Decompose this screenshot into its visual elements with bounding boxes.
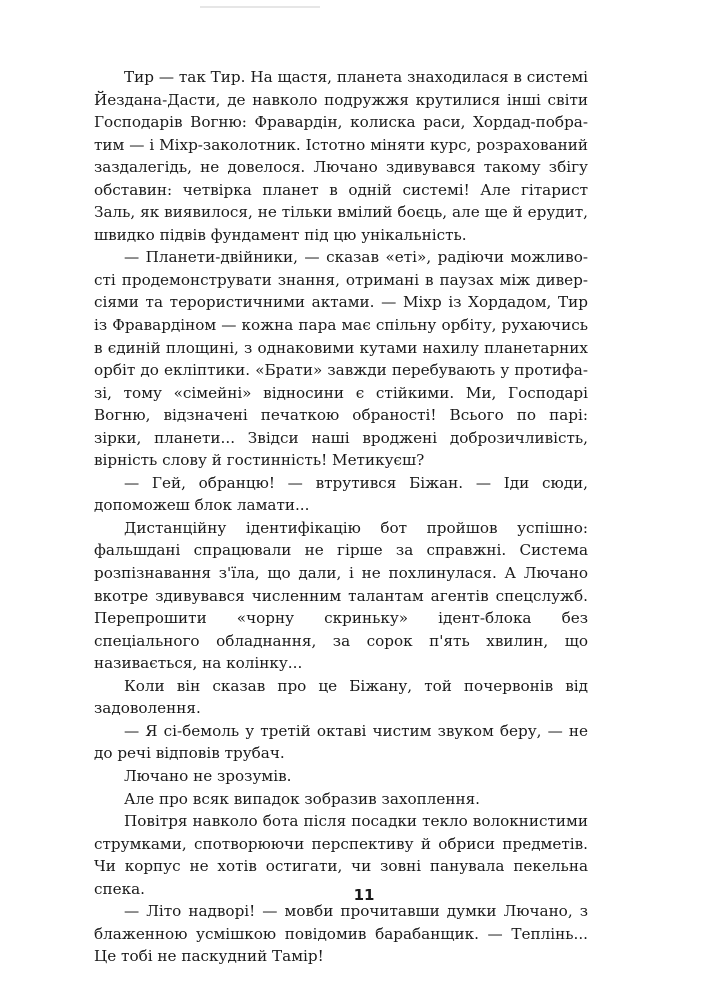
scan-artifact bbox=[200, 6, 320, 8]
paragraph: — Гей, обранцю! — втрутився Біжан. — Іди сюди, допоможеш блок ламати... bbox=[94, 473, 588, 515]
paragraph: Повітря навколо бота після посадки текло волокнистими струмками, спотворюючи перспективу й обриси предметів. Чи корпус не хотів остигати, чи зовні панувала пекельна спека. bbox=[94, 812, 588, 898]
paragraph: Тир — так Тир. На щастя, планета знаходилася в системі Йездана-Дасти, де навколо подружжя крутилися інші світи Господарів Вогню: Фравардін, колиска раси, Хордад-побратим — і Міхр-заколотник. Істотно міняти курс, розрахований заздалегідь, не довелося. Лючано здивувався такому збігу обставин: четвірка планет в одній системі! Але гітарист Заль, як виявилося, не тільки вмілий боєць, але ще й ерудит, швидко підвів фундамент під цю унікальність. bbox=[94, 68, 588, 244]
paragraph: Дистанційну ідентифікацію бот пройшов успішно: фальшдані спрацювали не гірше за справжні. Система розпізнавання з'їла, що дали, і не похлинулася. А Лючано вкотре здивувався численним талантам агентів спецслужб. Перепрошити «чорну скриньку» ідент-блока без спеціального обладнання, за сорок п'ять хвилин, що називається, на колінку... bbox=[94, 518, 588, 673]
page-number: 11 bbox=[353, 886, 375, 904]
body-text bbox=[94, 66, 588, 968]
paragraph: — Планети-двійники, — сказав «еті», радіючи можливості продемонструвати знання, отримані в паузах між диверсіями та терористичними актами. — Міхр із Хордадом, Тир із Фравардіном — кожна пара має спільну орбіту, рухаючись в єдиній площині, з однаковими кутами нахилу планетарних орбіт до екліптики. «Брати» завжди перебувають у протифазі, тому «сімейні» відносини є стійкими. Ми, Господарі Вогню, відзначені печаткою обраності! Всього по парі: зірки, планети... Звідси наші вроджені доброзичливість, вірність слову й гостинність! Метикуєш? bbox=[94, 248, 588, 470]
paragraph: Але про всяк випадок зобразив захоплення. bbox=[124, 789, 480, 808]
paragraph: Лючано не зрозумів. bbox=[124, 766, 292, 785]
paragraph: — Я сі-бемоль у третій октаві чистим звуком беру, — не до речі відповів трубач. bbox=[94, 721, 588, 763]
paragraph: — Літо надворі! — мовби прочитавши думки Лючано, з блаженною усмішкою повідомив барабанщик. — Теплінь... Це тобі не паскудний Тамір! bbox=[94, 902, 588, 966]
paragraph: Коли він сказав про це Біжану, той почервонів від задоволення. bbox=[94, 676, 588, 718]
